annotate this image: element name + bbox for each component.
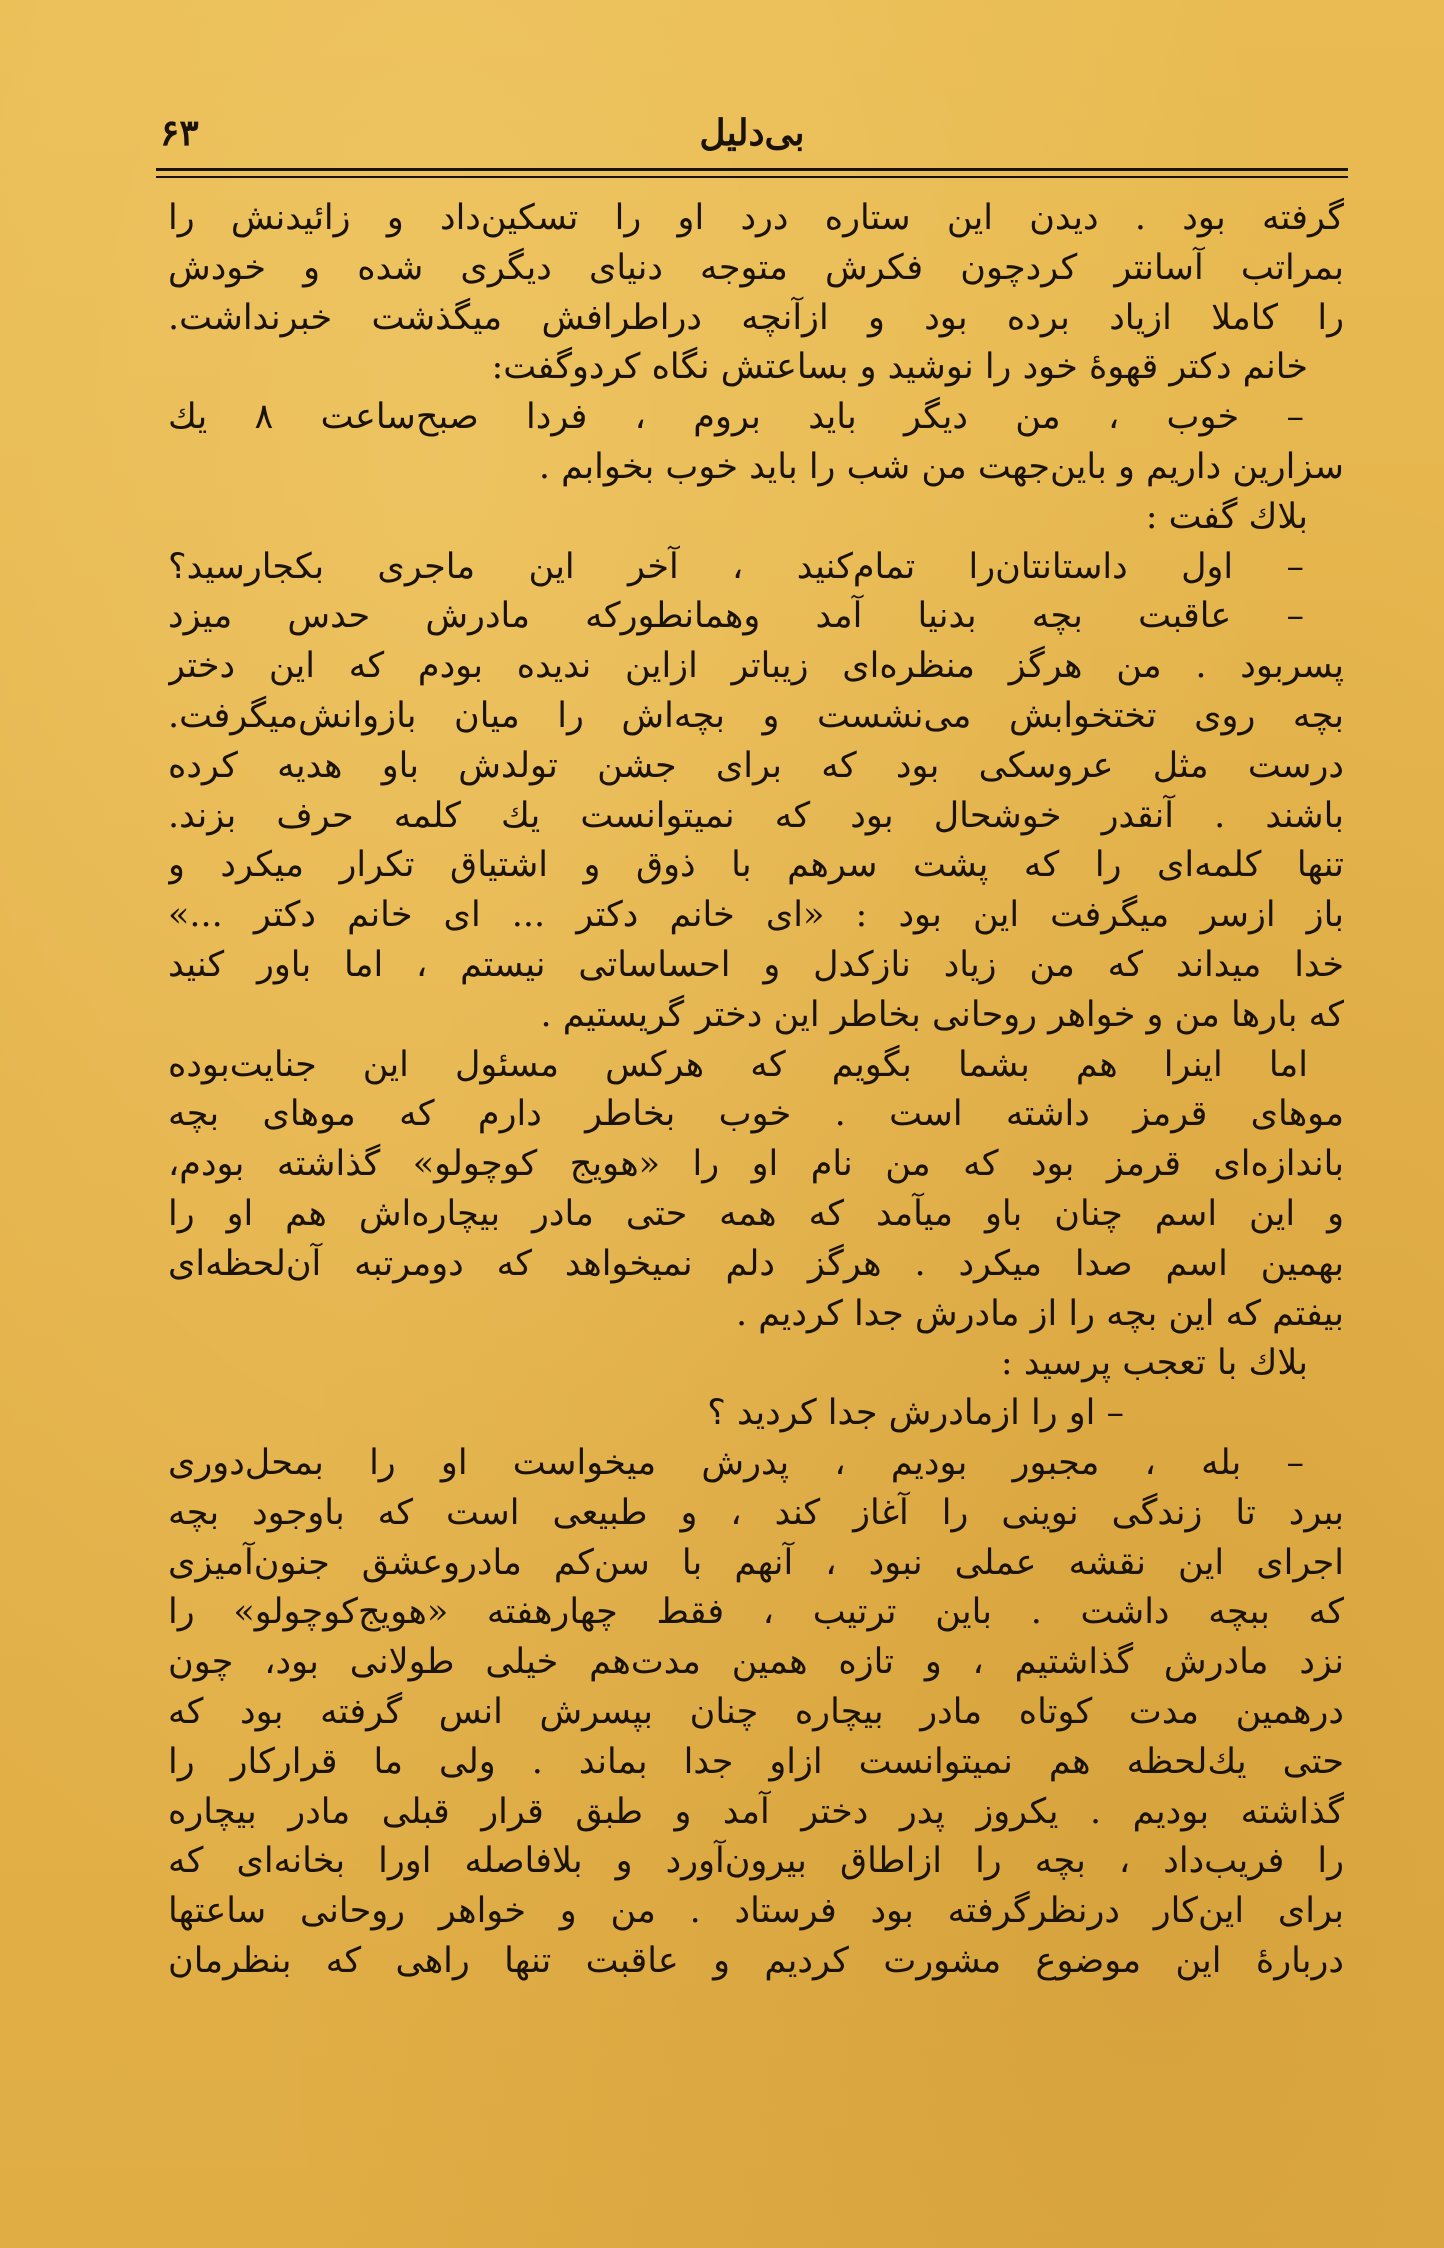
text-line: موهای قرمز داشته است . خوب بخاطر دارم که موهای بچه bbox=[168, 1094, 1344, 1135]
text-line: سزارین داریم و باین‌جهت من شب را باید خوب بخوابم . bbox=[538, 446, 1344, 487]
text-line: که بارها من و خواهر روحانی بخاطر این دختر گریستیم . bbox=[540, 994, 1344, 1035]
text-line: پسربود . من هرگز منظره‌ای زیباتر ازاین ندیده بودم که این دختر bbox=[168, 646, 1344, 687]
text-line: ببرد تا زندگی نوینی را آغاز کند ، و طبیعی است که باوجود بچه bbox=[168, 1492, 1344, 1533]
text-line: درهمین مدت کوتاه مادر بیچاره چنان بپسرش انس گرفته بود که bbox=[168, 1691, 1344, 1732]
text-line: گذاشته بودیم . یکروز پدر دختر آمد و طبق قرار قبلی مادر بیچاره bbox=[168, 1791, 1344, 1832]
text-line: – اول داستانتان‌را تمام‌کنید ، آخر این ماجری بکجارسید؟ bbox=[168, 546, 1304, 587]
text-line: باشند . آنقدر خوشحال بود که نمیتوانست یك کلمه حرف بزند. bbox=[168, 795, 1344, 836]
text-line: دربارهٔ این موضوع مشورت کردیم و عاقبت تنها راهی که بنظرمان bbox=[168, 1940, 1344, 1981]
text-line: درست مثل عروسکی بود که برای جشن تولدش باو هدیه کرده bbox=[168, 745, 1344, 786]
text-line: بمراتب آسانتر کردچون فکرش متوجه دنیای دیگری شده و خودش bbox=[168, 247, 1344, 288]
page-number: ۶۳ bbox=[160, 112, 199, 154]
body-text bbox=[168, 194, 1344, 1987]
text-line: که ببچه داشت . باین ترتیب ، فقط چهارهفته «هویج‌کوچولو» را bbox=[168, 1592, 1344, 1633]
text-line: حتی یك‌لحظه هم نمیتوانست ازاو جدا بماند . ولی ما قرارکار را bbox=[168, 1741, 1344, 1782]
text-line: اجرای این نقشه عملی نبود ، آنهم با سن‌کم مادروعشق جنون‌آمیزی bbox=[168, 1542, 1344, 1583]
text-line: بیفتم که این بچه را از مادرش جدا کردیم . bbox=[736, 1293, 1344, 1334]
text-line: را کاملا ازیاد برده بود و ازآنچه دراطرافش میگذشت خبرنداشت. bbox=[168, 297, 1344, 338]
text-line: باز ازسر میگرفت این بود : «ای خانم دکتر ... ای خانم دکتر ...» bbox=[168, 895, 1344, 936]
text-line: خانم دکتر قهوهٔ خود را نوشید و بساعتش نگاه کردوگفت: bbox=[491, 347, 1308, 388]
text-line: – بله ، مجبور بودیم ، پدرش میخواست او را بمحل‌دوری bbox=[168, 1442, 1304, 1483]
text-line: بهمین اسم صدا میکرد . هرگز دلم نمیخواهد که دومرتبه آن‌لحظه‌ای bbox=[168, 1243, 1344, 1284]
text-line: اما اینرا هم بشما بگویم که هرکس مسئول این جنایت‌بوده bbox=[168, 1044, 1308, 1085]
text-line: – خوب ، من دیگر باید بروم ، فردا صبح‌ساعت ۸ یك bbox=[168, 397, 1304, 438]
text-line: بلاك با تعجب پرسید : bbox=[1000, 1343, 1308, 1384]
header-rule-thick bbox=[156, 168, 1348, 171]
header-rule-thin bbox=[156, 176, 1348, 178]
text-line: بچه روی تختخوابش می‌نشست و بچه‌اش را میان بازوانش‌میگرفت. bbox=[168, 695, 1344, 736]
text-line: – او را ازمادرش جدا کردید ؟ bbox=[707, 1393, 1124, 1434]
text-line: برای این‌کار درنظرگرفته بود فرستاد . من و خواهر روحانی ساعتها bbox=[168, 1891, 1344, 1932]
text-line: را فریب‌داد ، بچه را ازاطاق بیرون‌آورد و بلافاصله اورا بخانه‌ای که bbox=[168, 1841, 1344, 1882]
text-line: باندازه‌ای قرمز بود که من نام او را «هویج کوچولو» گذاشته بودم، bbox=[168, 1144, 1344, 1185]
text-line: بلاك گفت : bbox=[1145, 496, 1308, 537]
text-line: گرفته بود . دیدن این ستاره درد او را تسکین‌داد و زائیدنش را bbox=[168, 198, 1344, 238]
text-line: خدا میداند که من زیاد نازکدل و احساساتی نیستم ، اما باور کنید bbox=[168, 944, 1344, 985]
text-line: – عاقبت بچه بدنیا آمد وهمانطورکه مادرش حدس میزد bbox=[168, 596, 1304, 637]
text-line: نزد مادرش گذاشتیم ، و تازه همین مدت‌هم خیلی طولانی بود، چون bbox=[168, 1642, 1344, 1683]
text-line: و این اسم چنان باو میآمد که همه حتی مادر بیچاره‌اش هم او را bbox=[168, 1193, 1344, 1234]
text-line: تنها کلمه‌ای را که پشت سرهم با ذوق و اشتیاق تکرار میکرد و bbox=[168, 845, 1344, 886]
running-head bbox=[160, 112, 1344, 152]
running-title: بی‌دلیل bbox=[699, 112, 805, 154]
